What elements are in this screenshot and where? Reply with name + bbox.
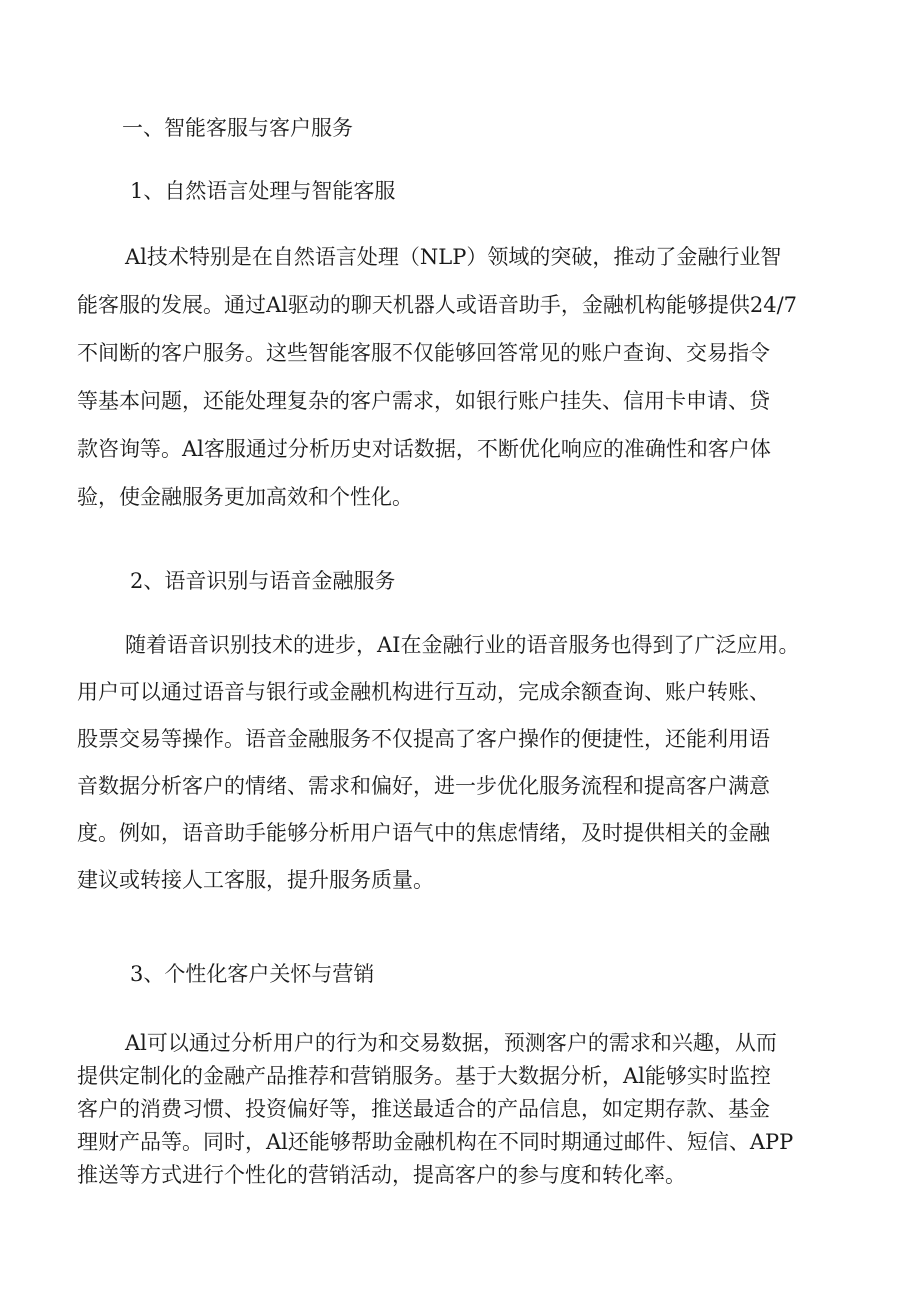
paragraph-line: 提供定制化的金融产品推荐和营销服务。基于大数据分析，Al能够实时监控 xyxy=(77,1064,771,1088)
paragraph-line: 建议或转接人工客服，提升服务质量。 xyxy=(77,868,434,892)
paragraph-line: 不间断的客户服务。这些智能客服不仅能够回答常见的账户查询、交易指令 xyxy=(77,341,770,365)
paragraph-line: 等基本问题，还能处理复杂的客户需求，如银行账户挂失、信用卡申请、贷 xyxy=(77,389,770,413)
paragraph-line: 能客服的发展。通过Al驱动的聊天机器人或语音助手，金融机构能够提供24/7 xyxy=(77,293,798,317)
paragraph-line: 度。例如，语音助手能够分析用户语气中的焦虑情绪，及时提供相关的金融 xyxy=(77,821,770,845)
paragraph-line: 验，使金融服务更加高效和个性化。 xyxy=(77,485,413,509)
paragraph-line: 款咨询等。Al客服通过分析历史对话数据，不断优化响应的准确性和客户体 xyxy=(77,437,771,461)
subsection-heading-2: 2、语音识别与语音金融服务 xyxy=(130,569,396,593)
paragraph-line: Al技术特别是在自然语言处理（NLP）领域的突破，推动了金融行业智 xyxy=(125,245,782,269)
paragraph-line: 用户可以通过语音与银行或金融机构进行互动，完成余额查询、账户转账、 xyxy=(77,680,770,704)
paragraph-line: 股票交易等操作。语音金融服务不仅提高了客户操作的便捷性，还能利用语 xyxy=(77,727,770,751)
paragraph-line: 理财产品等。同时，Al还能够帮助金融机构在不同时期通过邮件、短信、APP xyxy=(77,1130,794,1154)
paragraph-1 xyxy=(77,233,797,521)
paragraph-line: 推送等方式进行个性化的营销活动，提高客户的参与度和转化率。 xyxy=(77,1163,686,1187)
paragraph-line: 客户的消费习惯、投资偏好等，推送最适合的产品信息，如定期存款、基金 xyxy=(77,1097,770,1121)
subsection-heading-1: 1、自然语言处理与智能客服 xyxy=(130,179,396,203)
paragraph-line: 音数据分析客户的情绪、需求和偏好，进一步优化服务流程和提高客户满意 xyxy=(77,774,770,798)
section-heading: 一、智能客服与客户服务 xyxy=(122,116,353,140)
paragraph-2 xyxy=(77,622,799,904)
paragraph-line: Al可以通过分析用户的行为和交易数据，预测客户的需求和兴趣，从而 xyxy=(125,1031,777,1055)
paragraph-3 xyxy=(77,1027,793,1192)
paragraph-line: 随着语音识别技术的进步，AI在金融行业的语音服务也得到了广泛应用。 xyxy=(125,633,800,657)
subsection-heading-3: 3、个性化客户关怀与营销 xyxy=(130,962,375,986)
